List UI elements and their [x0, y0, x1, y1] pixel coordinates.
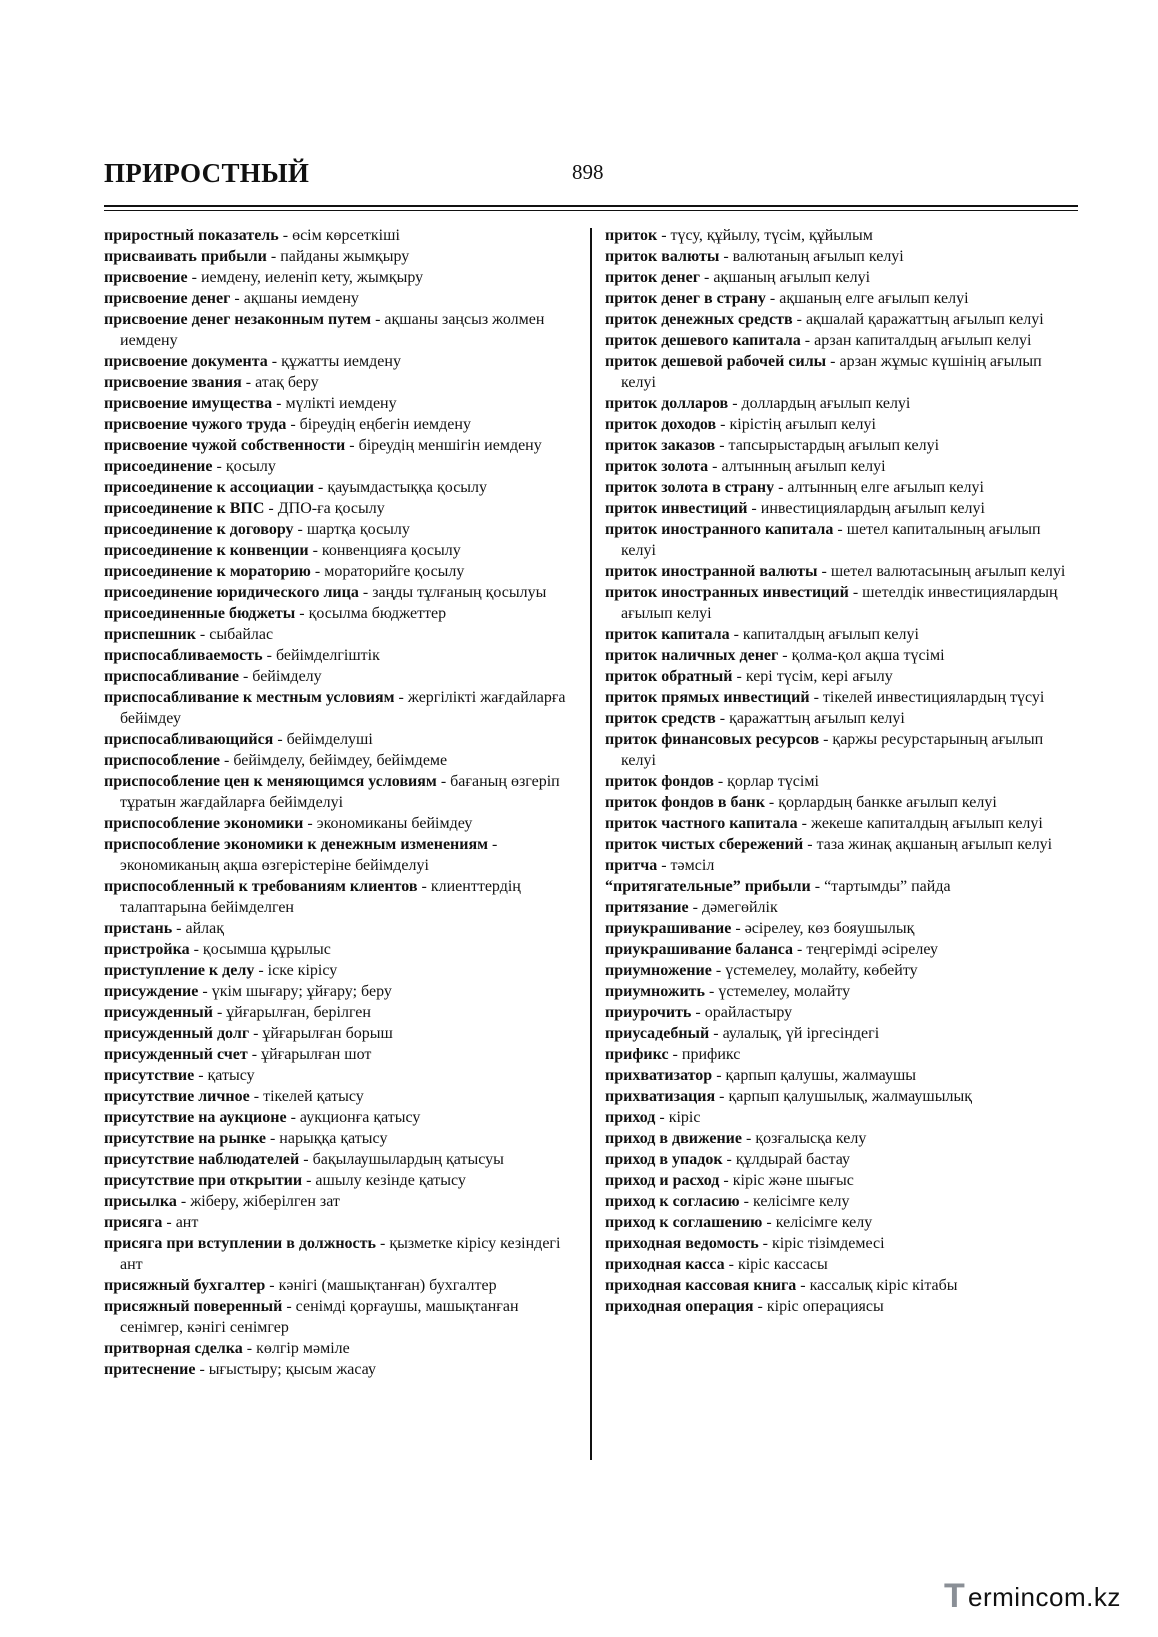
dictionary-entry: присваивать прибыли - пайданы жымқыру	[104, 248, 410, 265]
entry-term: приукрашивание	[605, 920, 732, 937]
entry-translation: нарыққа қатысу	[279, 1130, 388, 1147]
entry-translation: үкім шығару; ұйғару; беру	[211, 983, 392, 1000]
entry-translation: экономиканың ақша өзгерістеріне бейімделуі	[120, 857, 429, 874]
entry-translation: ашылу кезінде қатысу	[315, 1172, 466, 1189]
entry-term: присужденный долг	[104, 1025, 250, 1042]
dictionary-entry: приток частного капитала - жекеше капиталдың ағылып келуі	[605, 815, 1043, 832]
entry-term: прихватизатор	[605, 1067, 713, 1084]
dictionary-entry: приход в упадок - құлдырай бастау	[605, 1151, 850, 1168]
entry-term: приход к соглашению	[605, 1214, 763, 1231]
entry-translation: орайластыру	[704, 1004, 793, 1021]
entry-translation: әсірелеу, көз бояушылық	[744, 920, 915, 937]
entry-term: приток дешевого капитала	[605, 332, 801, 349]
entry-term: приток фондов в банк	[605, 794, 765, 811]
entry-translation: шетелдік инвестициялардың ағылып келуі	[621, 584, 1058, 622]
entry-term: притча	[605, 857, 658, 874]
entry-translation: қаржы ресурстарының ағылып келуі	[621, 731, 1044, 769]
entry-translation: валютаның ағылып келуі	[732, 248, 904, 265]
entry-translation: айлақ	[185, 920, 225, 937]
entry-term: приток денежных средств	[605, 311, 793, 328]
entry-translation: қорлардың банкке ағылып келуі	[778, 794, 997, 811]
entry-translation: бейімделу	[252, 668, 322, 685]
entry-translation: ақшаны заңсыз жолмен иемдену	[120, 311, 545, 349]
dictionary-entry: приумножить - үстемелеу, молайту	[605, 983, 851, 1000]
page-number: 898	[572, 160, 604, 184]
entry-term: присужденный	[104, 1004, 213, 1021]
dictionary-entry: присутствие при открытии - ашылу кезінде қатысу	[104, 1172, 466, 1189]
dictionary-entry: приусадебный - аулалық, үй іргесіндегі	[605, 1025, 880, 1042]
entry-term: приток денег	[605, 269, 700, 286]
entry-translation: қорлар түсімі	[727, 773, 819, 790]
dictionary-entry: приход и расход - кіріс және шығыс	[605, 1172, 854, 1189]
dictionary-entry: присоединение к мораторию - мораторийге қосылу	[104, 563, 465, 580]
dictionary-entry: присвоение документа - құжатты иемдену	[104, 353, 401, 370]
entry-translation: бейімделуші	[286, 731, 373, 748]
entry-term: приспособленный к требованиям клиентов	[104, 878, 418, 895]
entry-term: приток иностранных инвестиций	[605, 584, 849, 601]
dictionary-entry: приход в движение - қозғалысқа келу	[605, 1130, 867, 1147]
dictionary-entry: прификс - прификс	[605, 1046, 741, 1063]
entry-term: присвоение денег незаконным путем	[104, 311, 372, 328]
entry-translation: бейімделу, бейімдеу, бейімдеме	[233, 752, 448, 769]
entry-translation: кіріс және шығыс	[732, 1172, 854, 1189]
entry-term: присвоение денег	[104, 290, 231, 307]
entry-translation: тәмсіл	[670, 857, 715, 874]
entry-term: присвоение имущества	[104, 395, 273, 412]
entry-term: прификс	[605, 1046, 669, 1063]
entry-term: прихватизация	[605, 1088, 716, 1105]
dictionary-entry: приумножение - үстемелеу, молайту, көбейту	[605, 962, 918, 979]
dictionary-entry: присужденный счет - ұйғарылған шот	[104, 1046, 372, 1063]
dictionary-entry: присоединение - қосылу	[104, 458, 276, 475]
entry-term: приток иностранной валюты	[605, 563, 818, 580]
entry-term: приток заказов	[605, 437, 716, 454]
entry-translation: тапсырыстардың ағылып келуі	[728, 437, 940, 454]
entry-translation: арзан капиталдың ағылып келуі	[814, 332, 1032, 349]
entry-term: приходная операция	[605, 1298, 754, 1315]
entry-term: присоединение к договору	[104, 521, 294, 538]
entry-translation: ақшалай қаражаттың ағылып келуі	[805, 311, 1044, 328]
entry-term: приурочить	[605, 1004, 692, 1021]
entry-translation: аукционға қатысу	[299, 1109, 421, 1126]
entry-translation: арзан жұмыс күшінің ағылып келуі	[621, 353, 1042, 391]
dictionary-entry: приход к соглашению - келісімге келу	[605, 1214, 873, 1231]
entry-translation: кірістің ағылып келуі	[729, 416, 876, 433]
dictionary-entry: присылка - жіберу, жіберілген зат	[104, 1193, 340, 1210]
dictionary-entry: приток иностранных инвестиций - шетелдік инвестициялардың ағылып келуі	[605, 584, 1058, 622]
entry-term: приходная кассовая книга	[605, 1277, 797, 1294]
dictionary-entry: пристань - айлақ	[104, 920, 225, 937]
entry-translation: ақшаның елге ағылып келуі	[779, 290, 969, 307]
entry-term: присутствие на аукционе	[104, 1109, 287, 1126]
dictionary-entry: приспосабливаемость - бейімделгіштік	[104, 647, 380, 664]
left-column	[104, 225, 576, 1380]
entry-translation: қолма-қол ақша түсімі	[791, 647, 945, 664]
entry-term: пристройка	[104, 941, 190, 958]
entry-translation: іске кірісу	[267, 962, 338, 979]
dictionary-entry: приток долларов - доллардың ағылып келуі	[605, 395, 911, 412]
entry-translation: кіріс операциясы	[766, 1298, 884, 1315]
dictionary-entry: присяжный бухгалтер - кәнігі (машықтанған) бухгалтер	[104, 1277, 497, 1294]
entry-translation: атақ беру	[255, 374, 319, 391]
dictionary-entry: приток обратный - кері түсім, кері ағылу	[605, 668, 893, 685]
entry-translation: қозғалысқа келу	[755, 1130, 867, 1147]
dictionary-entry: присутствие личное - тікелей қатысу	[104, 1088, 364, 1105]
dictionary-entry: приспосабливание - бейімделу	[104, 668, 322, 685]
entry-term: приспособление экономики к денежным изменениям	[104, 836, 489, 853]
entry-term: присутствие на рынке	[104, 1130, 266, 1147]
entry-translation: шартқа қосылу	[306, 521, 410, 538]
entry-translation: прификс	[681, 1046, 741, 1063]
entry-term: присоединение к ассоциации	[104, 479, 315, 496]
dictionary-entry: приток инвестиций - инвестициялардың ағылып келуі	[605, 500, 985, 517]
dictionary-entry: приток денег в страну - ақшаның елге ағылып келуі	[605, 290, 969, 307]
dictionary-entry: притеснение - ығыстыру; қысым жасау	[104, 1361, 376, 1378]
entry-translation: құлдырай бастау	[735, 1151, 850, 1168]
entry-translation: кәнігі (машықтанған) бухгалтер	[278, 1277, 497, 1294]
dictionary-entry: приток денег - ақшаның ағылып келуі	[605, 269, 871, 286]
entry-term: присутствие личное	[104, 1088, 250, 1105]
dictionary-entry: присвоение чужой собственности - біреудің меншігін иемдену	[104, 437, 542, 454]
entry-term: приток наличных денег	[605, 647, 779, 664]
entry-translation: ақшаның ағылып келуі	[713, 269, 871, 286]
dictionary-entry: притязание - дәмегөйлік	[605, 899, 778, 916]
dictionary-entry: приток доходов - кірістің ағылып келуі	[605, 416, 876, 433]
dictionary-entry: приходная операция - кіріс операциясы	[605, 1298, 884, 1315]
dictionary-entry: приток финансовых ресурсов - қаржы ресурстарының ағылып келуі	[605, 731, 1044, 769]
dictionary-entry: приукрашивание - әсірелеу, көз бояушылық	[605, 920, 915, 937]
dictionary-entry: приспосабливание к местным условиям - жергілікті жағдайларға бейімдеу	[104, 689, 566, 727]
entry-translation: қатысу	[207, 1067, 255, 1084]
entry-translation: шетел капиталының ағылып келуі	[621, 521, 1041, 559]
entry-term: приспешник	[104, 626, 196, 643]
entry-term: приход в упадок	[605, 1151, 723, 1168]
dictionary-entry: приспособление экономики к денежным изменениям - экономиканың ақша өзгерістеріне бейімделуі	[104, 836, 498, 874]
dictionary-entry: присяга - ант	[104, 1214, 199, 1231]
right-column	[605, 225, 1079, 1317]
entry-translation: дәмегөйлік	[701, 899, 778, 916]
entry-translation: инвестициялардың ағылып келуі	[760, 500, 985, 517]
dictionary-entry: приток иностранного капитала - шетел капиталының ағылып келуі	[605, 521, 1041, 559]
dictionary-entry: приток - түсу, құйылу, түсім, құйылым	[605, 227, 873, 244]
dictionary-entry: присоединение к договору - шартқа қосылу	[104, 521, 410, 538]
entry-translation: құжатты иемдену	[281, 353, 401, 370]
entry-term: приток золота	[605, 458, 709, 475]
entry-translation: кіріс кассасы	[737, 1256, 828, 1273]
dictionary-entry: приток дешевого капитала - арзан капиталдың ағылып келуі	[605, 332, 1032, 349]
entry-term: приток частного капитала	[605, 815, 798, 832]
entry-term: притворная сделка	[104, 1340, 243, 1357]
entry-term: присутствие	[104, 1067, 195, 1084]
entry-translation: теңгерімді әсірелеу	[806, 941, 939, 958]
dictionary-entry: присяга при вступлении в должность - қызметке кірісу кезіндегі ант	[104, 1235, 561, 1273]
dictionary-entry: приспешник - сыбайлас	[104, 626, 274, 643]
dictionary-entry: приток средств - қаражаттың ағылып келуі	[605, 710, 905, 727]
entry-term: приток валюты	[605, 248, 720, 265]
dictionary-entry: приспосабливающийся - бейімделуші	[104, 731, 373, 748]
dictionary-entry: присужденный долг - ұйғарылған борыш	[104, 1025, 393, 1042]
entry-translation: ұйғарылған шот	[261, 1046, 372, 1063]
dictionary-entry: присужденный - ұйғарылған, берілген	[104, 1004, 371, 1021]
dictionary-entry: присутствие на рынке - нарыққа қатысу	[104, 1130, 388, 1147]
entry-translation: біреудің меншігін иемдену	[358, 437, 542, 454]
dictionary-entry: присвоение - иемдену, иеленіп кету, жымқыру	[104, 269, 424, 286]
entry-translation: кассалық кіріс кітабы	[809, 1277, 958, 1294]
dictionary-entry: присуждение - үкім шығару; ұйғару; беру	[104, 983, 392, 1000]
dictionary-entry: приспособление цен к меняющимся условиям - бағаның өзгеріп тұратын жағдайларға бейімделуі	[104, 773, 560, 811]
entry-translation: сыбайлас	[209, 626, 274, 643]
dictionary-entry: приспособление - бейімделу, бейімдеу, бейімдеме	[104, 752, 448, 769]
entry-translation: қосымша құрылыс	[202, 941, 331, 958]
entry-term: приток	[605, 227, 658, 244]
entry-term: присвоение звания	[104, 374, 242, 391]
entry-term: присяга при вступлении в должность	[104, 1235, 376, 1252]
dictionary-entry: приток фондов - қорлар түсімі	[605, 773, 819, 790]
dictionary-entry: приход - кіріс	[605, 1109, 701, 1126]
dictionary-entry: присутствие - қатысу	[104, 1067, 255, 1084]
entry-term: присуждение	[104, 983, 199, 1000]
entry-term: приспособление цен к меняющимся условиям	[104, 773, 437, 790]
entry-term: приход в движение	[605, 1130, 742, 1147]
entry-translation: бақылаушылардың қатысуы	[312, 1151, 504, 1168]
entry-term: приходная ведомость	[605, 1235, 759, 1252]
entry-translation: алтынның елге ағылып келуі	[787, 479, 984, 496]
dictionary-entry: приток золота в страну - алтынның елге ағылып келуі	[605, 479, 984, 496]
entry-translation: ұйғарылған борыш	[262, 1025, 393, 1042]
entry-term: приход	[605, 1109, 656, 1126]
entry-translation: ақшаны иемдену	[243, 290, 359, 307]
entry-translation: бейімделгіштік	[275, 647, 380, 664]
entry-term: притязание	[605, 899, 689, 916]
dictionary-entry: приток дешевой рабочей силы - арзан жұмыс күшінің ағылып келуі	[605, 353, 1042, 391]
entry-translation: конвенцияға қосылу	[321, 542, 461, 559]
dictionary-entry: приток прямых инвестиций - тікелей инвестициялардың түсуі	[605, 689, 1045, 706]
entry-term: приток инвестиций	[605, 500, 748, 517]
dictionary-entry: приходная касса - кіріс кассасы	[605, 1256, 828, 1273]
entry-translation: капиталдың ағылып келуі	[742, 626, 919, 643]
dictionary-entry: приток капитала - капиталдың ағылып келуі	[605, 626, 919, 643]
entry-term: приспосабливаемость	[104, 647, 263, 664]
column-divider	[590, 228, 592, 1460]
entry-translation: ұйғарылған, берілген	[226, 1004, 371, 1021]
entry-translation: біреудің еңбегін иемдену	[299, 416, 471, 433]
dictionary-entry: присоединение к ассоциации - қауымдастыққа қосылу	[104, 479, 488, 496]
entry-term: приток фондов	[605, 773, 714, 790]
dictionary-entry: присоединение к ВПС - ДПО-ға қосылу	[104, 500, 385, 517]
entry-translation: жергілікті жағдайларға бейімдеу	[120, 689, 566, 727]
header-rule-thin	[104, 210, 1078, 211]
dictionary-entry: приукрашивание баланса - теңгерімді әсірелеу	[605, 941, 939, 958]
entry-term: приходная касса	[605, 1256, 725, 1273]
entry-term: приток золота в страну	[605, 479, 775, 496]
entry-term: присоединение юридического лица	[104, 584, 359, 601]
entry-translation: қосылу	[225, 458, 276, 475]
entry-translation: заңды тұлғаның қосылуы	[372, 584, 547, 601]
dictionary-entry: прихватизатор - қарпып қалушы, жалмаушы	[605, 1067, 917, 1084]
entry-translation: ДПО-ға қосылу	[277, 500, 385, 517]
entry-translation: пайданы жымқыру	[280, 248, 410, 265]
entry-translation: көлгір мәміле	[256, 1340, 350, 1357]
dictionary-entry: приступление к делу - іске кірісу	[104, 962, 338, 979]
dictionary-entry: притча - тәмсіл	[605, 857, 715, 874]
entry-term: приток капитала	[605, 626, 730, 643]
entry-term: приток финансовых ресурсов	[605, 731, 820, 748]
entry-translation: үстемелеу, молайту, көбейту	[725, 962, 918, 979]
termincom-logo: T ermincom.kz	[944, 1577, 1121, 1615]
entry-translation: кіріс	[668, 1109, 701, 1126]
entry-term: присяжный бухгалтер	[104, 1277, 266, 1294]
entry-translation: шетел валютасының ағылып келуі	[830, 563, 1066, 580]
entry-term: приумножить	[605, 983, 705, 1000]
entry-term: приусадебный	[605, 1025, 710, 1042]
entry-translation: клиенттердің талаптарына бейімделген	[120, 878, 521, 916]
entry-translation: кіріс тізімдемесі	[772, 1235, 885, 1252]
entry-translation: жіберу, жіберілген зат	[190, 1193, 340, 1210]
dictionary-entry: приурочить - орайластыру	[605, 1004, 793, 1021]
entry-translation: ығыстыру; қысым жасау	[208, 1361, 376, 1378]
entry-translation: келісімге келу	[775, 1214, 873, 1231]
header-rule-thick	[104, 205, 1078, 207]
entry-term: присоединение	[104, 458, 213, 475]
entry-translation: бағаның өзгеріп тұратын жағдайларға бейімделуі	[120, 773, 560, 811]
dictionary-entry: присоединение к конвенции - конвенцияға қосылу	[104, 542, 461, 559]
entry-term: приток средств	[605, 710, 716, 727]
entry-translation: келісімге келу	[752, 1193, 850, 1210]
dictionary-entry: приспособление экономики - экономиканы бейімдеу	[104, 815, 473, 832]
entry-term: приток обратный	[605, 668, 733, 685]
entry-term: приумножение	[605, 962, 712, 979]
dictionary-entry: приток денежных средств - ақшалай қаражаттың ағылып келуі	[605, 311, 1044, 328]
entry-translation: ант	[175, 1214, 199, 1231]
entry-term: пристань	[104, 920, 173, 937]
entry-translation: кері түсім, кері ағылу	[745, 668, 893, 685]
dictionary-entry: присвоение имущества - мүлікті иемдену	[104, 395, 397, 412]
entry-translation: түсу, құйылу, түсім, құйылым	[670, 227, 873, 244]
entry-translation: сенімді қорғаушы, машықтанған сенімгер, кәнігі сенімгер	[120, 1298, 519, 1336]
entry-term: присваивать прибыли	[104, 248, 267, 265]
entry-translation: “тартымды” пайда	[824, 878, 951, 895]
dictionary-entry: приток чистых сбережений - таза жинақ ақшаның ағылып келуі	[605, 836, 1053, 853]
dictionary-entry: присоединенные бюджеты - қосылма бюджеттер	[104, 605, 447, 622]
entry-term: приступление к делу	[104, 962, 255, 979]
dictionary-entry: пристройка - қосымша құрылыс	[104, 941, 331, 958]
entry-term: присвоение чужой собственности	[104, 437, 346, 454]
entry-term: приростный показатель	[104, 227, 279, 244]
entry-term: приспосабливание к местным условиям	[104, 689, 395, 706]
entry-term: приход к согласию	[605, 1193, 740, 1210]
dictionary-entry: приток фондов в банк - қорлардың банкке ағылып келуі	[605, 794, 997, 811]
dictionary-entry: присвоение чужого труда - біреудің еңбегін иемдену	[104, 416, 471, 433]
entry-translation: қосылма бюджеттер	[308, 605, 447, 622]
entry-translation: қызметке кірісу кезіндегі ант	[120, 1235, 561, 1273]
entry-term: приспособление экономики	[104, 815, 304, 832]
entry-term: приукрашивание баланса	[605, 941, 793, 958]
entry-translation: таза жинақ ақшаның ағылып келуі	[816, 836, 1053, 853]
dictionary-entry: присвоение денег незаконным путем - ақшаны заңсыз жолмен иемдену	[104, 311, 545, 349]
entry-term: приток прямых инвестиций	[605, 689, 810, 706]
entry-term: присвоение чужого труда	[104, 416, 287, 433]
entry-term: приток долларов	[605, 395, 729, 412]
dictionary-entry: приростный показатель - өсім көрсеткіші	[104, 227, 400, 244]
entry-term: приток дешевой рабочей силы	[605, 353, 827, 370]
entry-translation: экономиканы бейімдеу	[316, 815, 473, 832]
entry-translation: қарпып қалушы, жалмаушы	[725, 1067, 917, 1084]
running-head-title: ПРИРОСТНЫЙ	[104, 158, 310, 188]
entry-translation: иемдену, иеленіп кету, жымқыру	[200, 269, 424, 286]
entry-term: приход и расход	[605, 1172, 720, 1189]
entry-term: приток иностранного капитала	[605, 521, 834, 538]
dictionary-entry: присутствие наблюдателей - бақылаушылардың қатысуы	[104, 1151, 504, 1168]
entry-term: присвоение документа	[104, 353, 268, 370]
dictionary-entry: “притягательные” прибыли - “тартымды” пайда	[605, 878, 951, 895]
dictionary-entry: присоединение юридического лица - заңды тұлғаның қосылуы	[104, 584, 547, 601]
entry-term: присоединение к ВПС	[104, 500, 265, 517]
entry-translation: жекеше капиталдың ағылып келуі	[810, 815, 1043, 832]
entry-term: приток чистых сбережений	[605, 836, 804, 853]
entry-translation: доллардың ағылып келуі	[741, 395, 911, 412]
dictionary-entry: приходная кассовая книга - кассалық кіріс кітабы	[605, 1277, 958, 1294]
entry-term: приспособление	[104, 752, 220, 769]
entry-term: присужденный счет	[104, 1046, 248, 1063]
entry-term: “притягательные” прибыли	[605, 878, 811, 895]
entry-term: присвоение	[104, 269, 188, 286]
dictionary-entry: приток иностранной валюты - шетел валютасының ағылып келуі	[605, 563, 1066, 580]
dictionary-entry: присяжный поверенный - сенімді қорғаушы, машықтанған сенімгер, кәнігі сенімгер	[104, 1298, 519, 1336]
entry-translation: аулалық, үй іргесіндегі	[722, 1025, 880, 1042]
entry-translation: қауымдастыққа қосылу	[327, 479, 488, 496]
dictionary-entry: приток валюты - валютаның ағылып келуі	[605, 248, 904, 265]
entry-term: присутствие наблюдателей	[104, 1151, 300, 1168]
entry-term: приток доходов	[605, 416, 717, 433]
dictionary-entry: присвоение звания - атақ беру	[104, 374, 319, 391]
dictionary-entry: приток заказов - тапсырыстардың ағылып келуі	[605, 437, 940, 454]
dictionary-entry: прихватизация - қарпып қалушылық, жалмаушылық	[605, 1088, 972, 1105]
entry-term: приспосабливание	[104, 668, 239, 685]
entry-term: присоединение к мораторию	[104, 563, 311, 580]
entry-term: присылка	[104, 1193, 177, 1210]
dictionary-entry: приходная ведомость - кіріс тізімдемесі	[605, 1235, 885, 1252]
dictionary-entry: присвоение денег - ақшаны иемдену	[104, 290, 359, 307]
entry-translation: мораторийге қосылу	[324, 563, 465, 580]
dictionary-entry: приток наличных денег - қолма-қол ақша түсімі	[605, 647, 945, 664]
entry-translation: тікелей инвестициялардың түсуі	[822, 689, 1045, 706]
entry-term: присяга	[104, 1214, 163, 1231]
entry-term: присяжный поверенный	[104, 1298, 283, 1315]
dictionary-entry: притворная сделка - көлгір мәміле	[104, 1340, 350, 1357]
entry-term: приток денег в страну	[605, 290, 766, 307]
entry-term: притеснение	[104, 1361, 196, 1378]
dictionary-entry: присутствие на аукционе - аукционға қатысу	[104, 1109, 421, 1126]
entry-translation: үстемелеу, молайту	[718, 983, 851, 1000]
entry-term: присоединение к конвенции	[104, 542, 309, 559]
watermark-text: ermincom.kz	[968, 1582, 1121, 1612]
entry-term: присоединенные бюджеты	[104, 605, 296, 622]
entry-translation: өсім көрсеткіші	[292, 227, 400, 244]
entry-translation: тікелей қатысу	[263, 1088, 364, 1105]
page-header	[104, 158, 1078, 194]
dictionary-entry: приход к согласию - келісімге келу	[605, 1193, 850, 1210]
dictionary-entry: приток золота - алтынның ағылып келуі	[605, 458, 886, 475]
dictionary-entry: приспособленный к требованиям клиентов - клиенттердің талаптарына бейімделген	[104, 878, 521, 916]
entry-translation: қарпып қалушылық, жалмаушылық	[728, 1088, 972, 1105]
entry-translation: мүлікті иемдену	[285, 395, 397, 412]
entry-term: присутствие при открытии	[104, 1172, 303, 1189]
entry-translation: қаражаттың ағылып келуі	[729, 710, 905, 727]
entry-term: приспосабливающийся	[104, 731, 274, 748]
entry-translation: алтынның ағылып келуі	[721, 458, 886, 475]
